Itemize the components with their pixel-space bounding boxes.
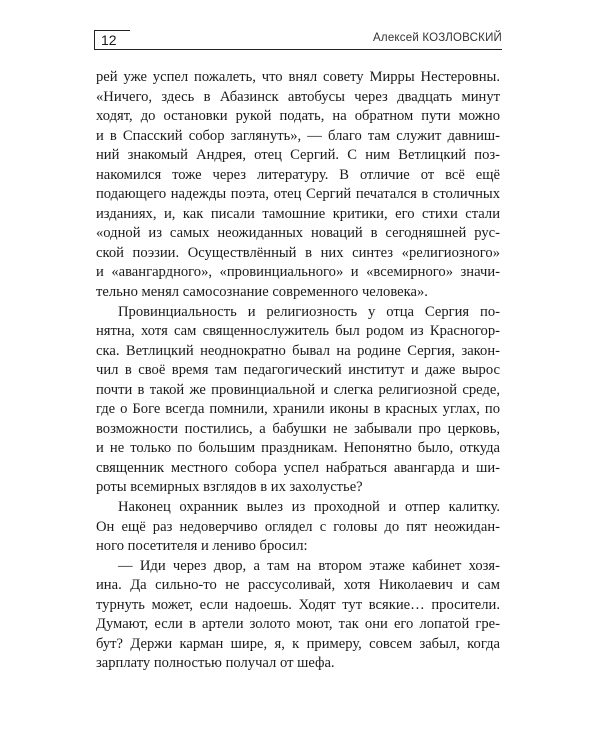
text-line: почти в такой же провинциальной и слегка религиозной среде, (96, 381, 500, 398)
paragraph-3 (96, 498, 500, 557)
body-text (96, 68, 500, 674)
text-line: — Иди через двор, а там на втором этаже кабинет хозя- (118, 557, 500, 574)
text-line: ного посетителя и лениво бросил: (96, 538, 308, 555)
text-line: изданиях, и, как писали тамошние критики, его стихи стали (96, 205, 500, 222)
paragraph-1 (96, 68, 500, 303)
text-line: нятна, хотя сам священнослужитель был родом из Красногор- (96, 323, 500, 340)
text-line: и не только по большим праздникам. Непонятно было, откуда (96, 440, 500, 457)
text-line: «одной из самых неожиданных новаций в сегодняшней рус- (96, 225, 500, 242)
text-line: турнуть может, если надоешь. Ходят тут всякие… просители. (96, 596, 500, 613)
text-line: ина. Да сильно-то не рассусоливай, хотя Николаевич и сам (96, 577, 500, 594)
paragraph-2 (96, 303, 500, 498)
paragraph-4-dialogue (96, 557, 500, 674)
text-line: тельно менял самосознание современного человека». (96, 284, 428, 301)
text-line: подающего надежды поэта, отец Сергий печатался в столичных (96, 186, 500, 203)
text-line: где о Боге всегда помнили, хранили иконы в красных углах, по (96, 401, 500, 418)
text-line: бут? Держи карман шире, я, к примеру, совсем забыл, когда (96, 635, 500, 652)
text-line: ходят, до остановки рукой подать, на обратном пути можно (96, 108, 500, 125)
text-line: и «авангардного», «провинциального» и «всемирного» значи- (96, 264, 500, 281)
text-line: священник местного собора успел набраться авангарда и ши- (96, 459, 500, 476)
header-rule (130, 49, 502, 50)
running-title-author: Алексей КОЗЛОВСКИЙ (373, 32, 502, 44)
text-line: роты всемирных взглядов в их захолустье? (96, 479, 363, 496)
text-line: рей уже успел пожалеть, что внял совету Мирры Нестеровны. (96, 69, 500, 85)
text-line: Наконец охранник вылез из проходной и отпер калитку. (118, 499, 500, 516)
page-number: 12 (101, 32, 117, 48)
text-line: ска. Ветлицкий неоднократно бывал на родине Сергия, закон- (96, 342, 500, 359)
text-line: чил в своё время там педагогический институт и даже вырос (96, 362, 500, 379)
page-number-frame (94, 30, 130, 50)
text-line: возможности постились, а бабушки не забывали про церковь, (96, 420, 500, 437)
text-line: и в Спасский собор заглянуть», — благо там служит давниш- (96, 127, 500, 144)
text-line: зарплату полностью получал от шефа. (96, 655, 335, 672)
text-line: Думают, если в артели золото моют, так они его лопатой гре- (96, 616, 500, 633)
text-line: Провинциальность и религиозность у отца Сергия по- (118, 303, 500, 320)
text-line: ний знакомый Андрея, отец Сергий. С ним Ветлицкий поз- (96, 147, 500, 164)
text-line: «Ничего, здесь в Абазинск автобусы через двадцать минут (96, 88, 500, 105)
text-line: ской поэзии. Осуществлённый в них синтез «религиозного» (96, 244, 500, 261)
text-line: накомился тоже через литературу. В отличие от всё ещё (96, 166, 500, 183)
text-line: Он ещё раз недоверчиво оглядел с головы до пят неожидан- (96, 518, 500, 535)
running-header (94, 30, 502, 52)
